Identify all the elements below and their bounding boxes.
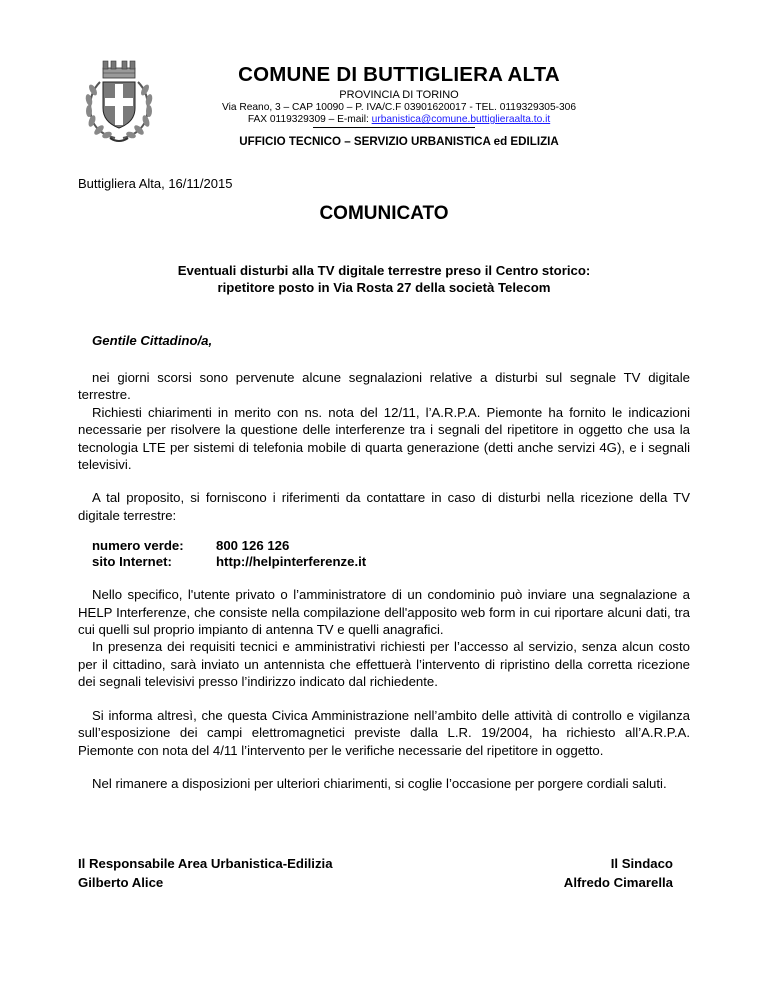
paragraph-4: Nello specifico, l'utente privato o l’amministratore di un condominio può inviare una segnalazione a HELP Interferenze, che consiste nella compilazione dell'apposito web form in cui riportare alcuni dati, tra cui quelli sul proprio impianto di antenna TV e quelli anagrafici. [78,587,690,638]
document-heading: COMUNICATO [319,203,449,224]
fax-email-line [200,114,598,125]
office-line: UFFICIO TECNICO – SERVIZIO URBANISTICA ed EDILIZIA [239,135,559,148]
paragraph-5: In presenza dei requisiti tecnici e amministrativi richiesti per l’accesso al servizio, senza alcun costo per il cittadino, sarà inviato un antennista che effettuerà l’intervento di ripristino della corretta ricezione dei segnali televisivi presso l’indirizzo indicato dal richiedente. [78,639,690,690]
signature-left [78,854,333,892]
contact-row-web [92,554,366,570]
signature-right [564,854,673,892]
signature-right-name: Alfredo Cimarella [563,875,673,890]
greeting: Gentile Cittadino/a, [92,333,213,348]
toll-free-label: numero verde: [92,538,184,554]
contact-references [92,538,366,570]
website-url: http://helpinterferenze.it [216,554,367,570]
coat-of-arms-icon [78,54,160,146]
header-divider [313,127,475,128]
date-line: Buttigliera Alta, 16/11/2015 [78,176,233,191]
paragraph-1: nei giorni scorsi sono pervenute alcune segnalazioni relative a disturbi sul segnale TV digitale terrestre. [78,370,690,403]
province-line: PROVINCIA DI TORINO [339,89,459,101]
fax-email-prefix: FAX 0119329309 – E-mail: [247,114,372,125]
signature-right-title: Il Sindaco [610,856,673,871]
paragraph-6: Si informa altresì, che questa Civica Amministrazione nell’ambito delle attività di controllo e vigilanza sull’esposizione dei campi elettromagnetici previste dalla L.R. 19/2004, ha richiesto all’A.R.P.A. Piemonte con nota del 4/11 l’intervento per le verifiche necessarie del ripetitore in oggetto. [78,707,690,758]
letter-body [78,369,690,792]
subject-line-1: Eventuali disturbi alla TV digitale terrestre preso il Centro storico: [177,263,591,278]
email-link[interactable]: urbanistica@comune.buttiglieraalta.to.it [371,114,551,125]
paragraph-2: Richiesti chiarimenti in merito con ns. nota del 12/11, l’A.R.P.A. Piemonte ha fornito le indicazioni necessarie per risolvere la questione delle interferenze tra i segnali del ripetitore in oggetto che usa la tecnologia LTE per sistemi di telefonia mobile di quarta generazione (detti anche servizi 4G), e i segnali televisivi. [78,404,690,473]
address-line: Via Reano, 3 – CAP 10090 – P. IVA/C.F 03901620017 - TEL. 0119329305-306 [222,102,576,113]
signature-left-title: Il Responsabile Area Urbanistica-Edilizia [78,856,333,871]
signature-left-name: Gilberto Alice [78,875,164,890]
subject-line-2: ripetitore posto in Via Rosta 27 della società Telecom [217,280,551,295]
paragraph-7: Nel rimanere a disposizioni per ulteriori chiarimenti, si coglie l’occasione per porgere cordiali saluti. [92,775,667,791]
website-label: sito Internet: [92,554,172,570]
paragraph-3: A tal proposito, si forniscono i riferimenti da contattare in caso di disturbi nella ricezione della TV digitale terrestre: [78,490,690,523]
contact-row-verde [92,538,366,554]
toll-free-number: 800 126 126 [216,538,290,554]
municipality-name: COMUNE DI BUTTIGLIERA ALTA [238,63,560,86]
subject-block [0,262,768,296]
